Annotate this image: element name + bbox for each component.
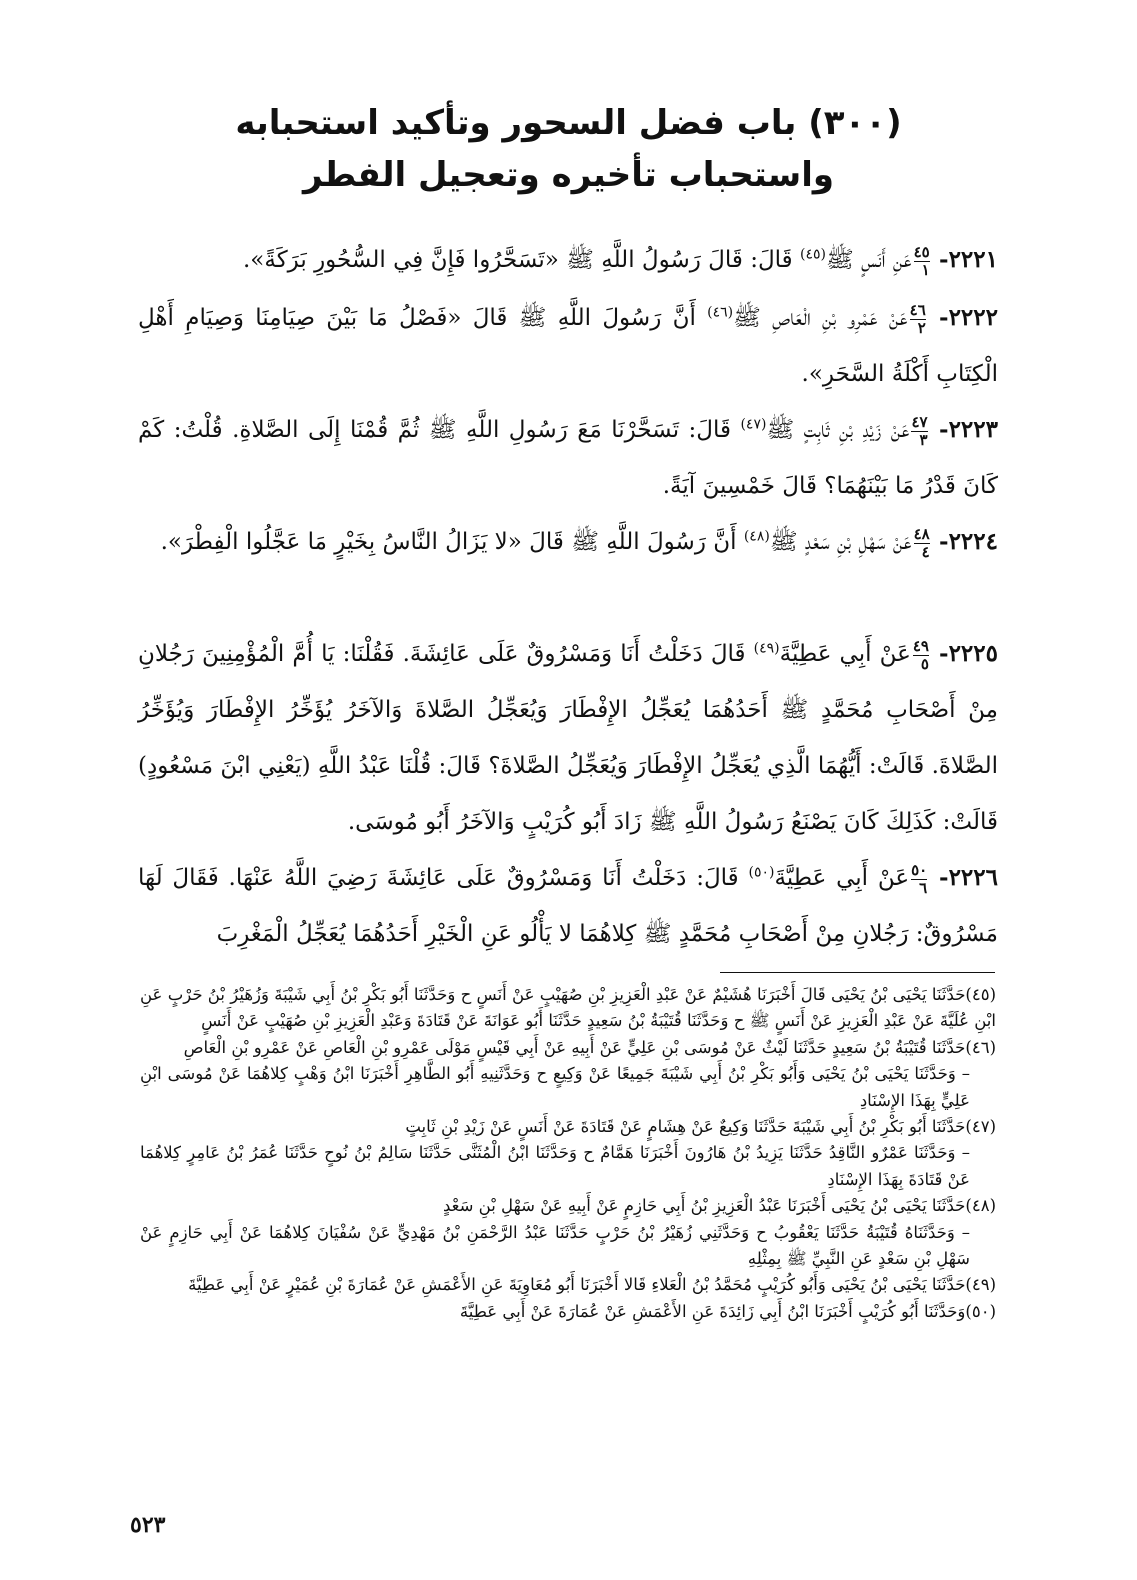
footnote-reference: (٤٩): [753, 640, 780, 657]
hadith-2222: [138, 290, 998, 402]
hadith-2226: [138, 850, 998, 962]
footnote-47-continuation: – وَحَدَّثَنَا عَمْرٌو النَّاقِدُ حَدَّثَنَا يَزِيدُ بْنُ هَارُونَ أَخْبَرَنَا هَمَّامٌ ح وَحَدَّثَنَا ابْنُ الْمُثَنَّى حَدَّثَنَا سَالِمُ بْنُ نُوحٍ حَدَّثَنَا عُمَرُ بْنُ عَامِرٍ كِلاهُمَا عَنْ قَتَادَةَ بِهَذَا الإِسْنَادِ: [140, 1143, 970, 1189]
hadith-text-start: عَنْ زَيْدِ بْنِ ثَابِتٍ ﷺ: [766, 417, 910, 443]
hadith-2225: [138, 626, 998, 850]
chapter-title-line-1: (٣٠٠) باب فضل السحور وتأكيد استحبابه: [235, 103, 902, 143]
footnote-reference: (٤٥): [799, 246, 826, 263]
hadith-number: ٢٢٢٥-: [939, 640, 998, 667]
hadith-number: ٢٢٢٣-: [939, 416, 998, 443]
hadith-index-fraction: ٥٠ ٦: [911, 860, 928, 897]
footnote-46-continuation: – وَحَدَّثَنَا يَحْيَى بْنُ يَحْيَى وَأَبُو بَكْرِ بْنُ أَبِي شَيْبَةَ جَمِيعًا عَنْ وَكِيعٍ ح وَحَدَّثَنِيهِ أَبُو الطَّاهِرِ أَخْبَرَنَا ابْنُ وَهْبٍ كِلاهُمَا عَنْ مُوسَى ابْنِ عَلِيٍّ بِهَذَا الإِسْنَادِ: [140, 1064, 970, 1110]
hadith-index-fraction: ٤٨ ٤: [913, 524, 930, 561]
hadith-index-fraction: ٤٥ ١: [913, 242, 930, 279]
footnote-reference: (٤٦): [707, 304, 734, 321]
hadith-text-start: عَنْ عَمْرِو بْنِ الْعَاصِ ﷺ: [733, 305, 908, 331]
footnote-separator: [720, 972, 995, 973]
hadith-index-fraction: ٤٦ ٢: [909, 300, 926, 337]
hadith-text-start: عَنْ أَبِي عَطِيَّةَ: [774, 865, 910, 891]
hadith-text-start: عَنْ سَهْلِ بْنِ سَعْدٍ ﷺ: [769, 529, 912, 555]
hadith-text: قَالَ: تَسَحَّرْنَا مَعَ رَسُولِ اللَّهِ ﷺ ثُمَّ قُمْنَا إِلَى الصَّلاةِ. قُلْتُ: كَمْ كَانَ قَدْرُ مَا بَيْنَهُمَا؟ قَالَ خَمْسِينَ آيَةً.: [138, 417, 998, 499]
footnote-reference: (٤٨): [743, 528, 770, 545]
hadith-2223: [138, 402, 998, 514]
footnote-49: (٤٩)حَدَّثَنَا يَحْيَى بْنُ يَحْيَى وَأَبُو كُرَيْبٍ مُحَمَّدُ بْنُ الْعَلاءِ قَالا أَخْبَرَنَا أَبُو مُعَاوِيَةَ عَنِ الأَعْمَشِ عَنْ عُمَارَةَ بْنِ عُمَيْرٍ عَنْ أَبِي عَطِيَّةَ: [188, 1275, 996, 1295]
footnote-47: (٤٧)حَدَّثَنَا أَبُو بَكْرِ بْنُ أَبِي شَيْبَةَ حَدَّثَنَا وَكِيعٌ عَنْ هِشَامٍ عَنْ قَتَادَةَ عَنْ أَنَسٍ عَنْ زَيْدِ بْنِ ثَابِتٍ: [405, 1117, 996, 1137]
chapter-title-line-2: واستحباب تأخيره وتعجيل الفطر: [302, 155, 835, 195]
hadith-text: قَالَ: دَخَلْتُ أَنَا وَمَسْرُوقٌ عَلَى عَائِشَةَ رَضِيَ اللَّهُ عَنْهَا. فَقَالَ لَهَا مَسْرُوقٌ: رَجُلانِ مِنْ أَصْحَابِ مُحَمَّدٍ ﷺ كِلاهُمَا لا يَأْلُو عَنِ الْخَيْرِ أَحَدُهُمَا يُعَجِّلُ الْمَغْرِبَ: [138, 865, 998, 947]
hadith-text-start: عَنْ أَبِي عَطِيَّةَ: [779, 641, 911, 667]
page-number: ٥٢٣: [130, 1512, 166, 1538]
footnote-46: (٤٦)حَدَّثَنَا قُتَيْبَةُ بْنُ سَعِيدٍ حَدَّثَنَا لَيْثٌ عَنْ مُوسَى بْنِ عَلِيٍّ عَنْ أَبِيهِ عَنْ أَبِي قَيْسٍ مَوْلَى عَمْرِو بْنِ الْعَاصِ عَنْ عَمْرِو بْنِ الْعَاصِ: [183, 1037, 996, 1057]
footnote-48-continuation: – وَحَدَّثَنَاهُ قُتَيْبَةُ حَدَّثَنَا يَعْقُوبُ ح وَحَدَّثَنِي زُهَيْرُ بْنُ حَرْبٍ حَدَّثَنَا عَبْدُ الرَّحْمَنِ بْنُ مَهْدِيٍّ عَنْ سُفْيَانَ كِلاهُمَا عَنْ أَبِي حَازِمٍ عَنْ سَهْلِ بْنِ سَعْدٍ عَنِ النَّبِيِّ ﷺ بِمِثْلِهِ: [140, 1222, 970, 1269]
hadith-text: قَالَ دَخَلْتُ أَنَا وَمَسْرُوقٌ عَلَى عَائِشَةَ. فَقُلْنَا: يَا أُمَّ الْمُؤْمِنِينَ رَجُلانِ مِنْ أَصْحَابِ مُحَمَّدٍ ﷺ أَحَدُهُمَا يُعَجِّلُ الإِفْطَارَ وَيُعَجِّلُ الصَّلاةَ وَالآخَرُ يُؤَخِّرُ الإِفْطَارَ وَيُؤَخِّرُ الصَّلاةَ. قَالَتْ: أَيُّهُمَا الَّذِي يُعَجِّلُ الإِفْطَارَ وَيُعَجِّلُ الصَّلاةَ؟ قَالَ: قُلْنَا عَبْدُ اللَّهِ (يَعْنِي ابْنَ مَسْعُودٍ) قَالَتْ: كَذَلِكَ كَانَ يَصْنَعُ رَسُولُ اللَّهِ ﷺ زَادَ أَبُو كُرَيْبٍ وَالآخَرُ أَبُو مُوسَى.: [138, 641, 998, 835]
hadith-2224: [138, 514, 998, 570]
hadith-number: ٢٢٢٤-: [939, 528, 998, 555]
hadith-text: أَنَّ رَسُولَ اللَّهِ ﷺ قَالَ «لا يَزَالُ النَّاسُ بِخَيْرٍ مَا عَجَّلُوا الْفِطْرَ».: [160, 529, 744, 555]
footnote-48: (٤٨)حَدَّثَنَا يَحْيَى بْنُ يَحْيَى أَخْبَرَنَا عَبْدُ الْعَزِيزِ بْنُ أَبِي حَازِمٍ عَنْ أَبِيهِ عَنْ سَهْلِ بْنِ سَعْدٍ: [442, 1196, 996, 1216]
footnote-reference: (٥٠): [748, 864, 775, 881]
hadith-index-fraction: ٤٩ ٥: [912, 636, 929, 673]
hadith-number: ٢٢٢١-: [939, 246, 998, 273]
footnote-50: (٥٠)وَحَدَّثَنَا أَبُو كُرَيْبٍ أَخْبَرَنَا ابْنُ أَبِي زَائِدَةَ عَنِ الأَعْمَشِ عَنْ عُمَارَةَ عَنْ أَبِي عَطِيَّةَ: [459, 1301, 996, 1321]
hadith-number: ٢٢٢٢-: [939, 304, 998, 331]
footnote-45: (٤٥)حَدَّثَنَا يَحْيَى بْنُ يَحْيَى قَالَ أَخْبَرَنَا هُشَيْمٌ عَنْ عَبْدِ الْعَزِيزِ بْنِ صُهَيْبٍ عَنْ أَنَسٍ ح وَحَدَّثَنَا أَبُو بَكْرِ بْنُ أَبِي شَيْبَةَ وَزُهَيْرُ بْنُ حَرْبٍ عَنِ ابْنِ عُلَيَّةَ عَنْ عَبْدِ الْعَزِيزِ عَنْ أَنَسٍ ﷺ ح وَحَدَّثَنَا قُتَيْبَةُ بْنُ سَعِيدٍ حَدَّثَنَا أَبُو عَوَانَةَ عَنْ قَتَادَةَ وَعَبْدِ الْعَزِيزِ بْنِ صُهَيْبٍ عَنْ أَنَسٍ: [140, 985, 996, 1031]
hadith-text: قَالَ: قَالَ رَسُولُ اللَّهِ ﷺ «تَسَحَّرُوا فَإِنَّ فِي السُّحُورِ بَرَكَةً».: [243, 247, 800, 273]
footnote-reference: (٤٧): [740, 416, 767, 433]
hadith-text: أَنَّ رَسُولَ اللَّهِ ﷺ قَالَ «فَصْلُ مَا بَيْنَ صِيَامِنَا وَصِيَامِ أَهْلِ الْكِتَابِ أَكْلَةُ السَّحَرِ».: [138, 305, 998, 387]
hadith-2221: [138, 232, 998, 288]
hadith-index-fraction: ٤٧ ٣: [911, 412, 928, 449]
footnotes: [140, 982, 996, 1325]
hadith-number: ٢٢٢٦-: [939, 864, 998, 891]
hadith-text-start: عَنِ أَنَسٍ ﷺ: [825, 247, 912, 273]
